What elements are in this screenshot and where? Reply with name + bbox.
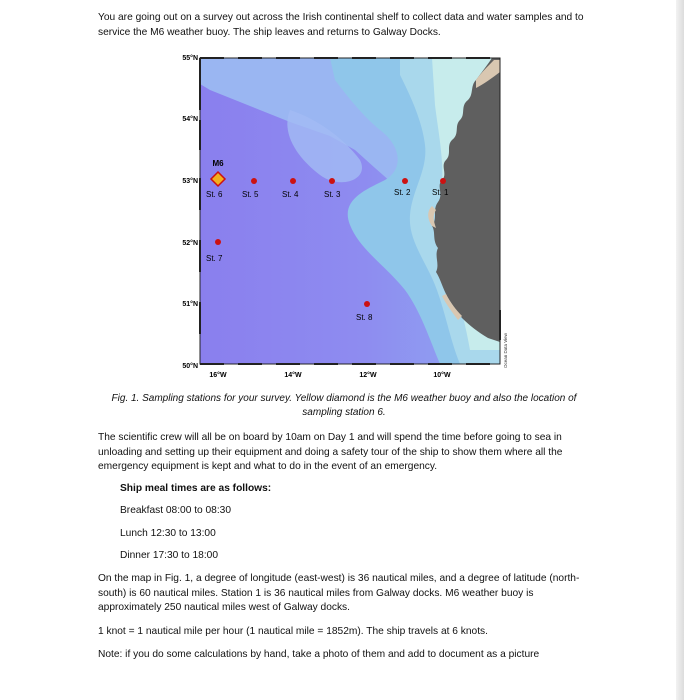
lat-label: 52°N bbox=[182, 240, 198, 247]
meal-dinner: Dinner 17:30 to 18:00 bbox=[120, 550, 218, 561]
lon-label: 12°W bbox=[359, 372, 377, 379]
map-watermark: Ocean Data View bbox=[503, 333, 508, 368]
station-label: St. 3 bbox=[324, 190, 341, 199]
knot-paragraph: 1 knot = 1 nautical mile per hour (1 nautical mile = 1852m). The ship travels at 6 knots. bbox=[98, 626, 488, 637]
station-marker-3 bbox=[329, 178, 335, 184]
figure-caption: Fig. 1. Sampling stations for your survey. Yellow diamond is the M6 weather buoy and also the location of sampling station 6. bbox=[111, 393, 577, 419]
station-marker-2 bbox=[402, 178, 408, 184]
station-label: St. 4 bbox=[282, 190, 299, 199]
survey-map bbox=[170, 50, 520, 382]
lon-label: 14°W bbox=[284, 372, 302, 379]
station-marker-7 bbox=[215, 239, 221, 245]
station-label: St. 6 bbox=[206, 190, 223, 199]
distance-paragraph: On the map in Fig. 1, a degree of longitude (east-west) is 36 nautical miles, and a degree of latitude (north-south) is 60 nautical miles. Station 1 is 36 nautical miles from Galway docks. M6 weather buoy is approximately 250 nautical miles west of Galway docks. bbox=[98, 573, 580, 614]
lat-label: 55°N bbox=[182, 55, 198, 62]
lat-label: 50°N bbox=[182, 363, 198, 370]
station-marker-1 bbox=[440, 178, 446, 184]
crew-paragraph: The scientific crew will all be on board by 10am on Day 1 and will spend the time before going to sea in unloading and setting up their equipment and doing a safety tour of the ship to show them where all the emergency equipment is kept and what to do in the event of an emergency. bbox=[98, 432, 563, 473]
station-label: St. 2 bbox=[394, 188, 411, 197]
lat-label: 51°N bbox=[182, 301, 198, 308]
station-label: St. 8 bbox=[356, 313, 373, 322]
lon-label: 10°W bbox=[433, 372, 451, 379]
buoy-label: M6 bbox=[212, 159, 224, 168]
meal-times-heading: Ship meal times are as follows: bbox=[120, 483, 272, 494]
station-marker-8 bbox=[364, 301, 370, 307]
intro-paragraph: You are going out on a survey out across the Irish continental shelf to collect data and water samples and to service the M6 weather buoy. The ship leaves and returns to Galway Docks. bbox=[98, 12, 584, 38]
note-paragraph: Note: if you do some calculations by hand, take a photo of them and add to document as a picture bbox=[98, 649, 540, 660]
lat-label: 54°N bbox=[182, 116, 198, 123]
station-marker-4 bbox=[290, 178, 296, 184]
station-label: St. 5 bbox=[242, 190, 259, 199]
lat-label: 53°N bbox=[182, 178, 198, 185]
station-marker-5 bbox=[251, 178, 257, 184]
meal-lunch: Lunch 12:30 to 13:00 bbox=[120, 528, 216, 539]
station-label: St. 1 bbox=[432, 188, 449, 197]
station-label: St. 7 bbox=[206, 254, 223, 263]
page-edge-shadow bbox=[676, 0, 684, 700]
lon-label: 16°W bbox=[209, 372, 227, 379]
meal-breakfast: Breakfast 08:00 to 08:30 bbox=[120, 505, 232, 516]
